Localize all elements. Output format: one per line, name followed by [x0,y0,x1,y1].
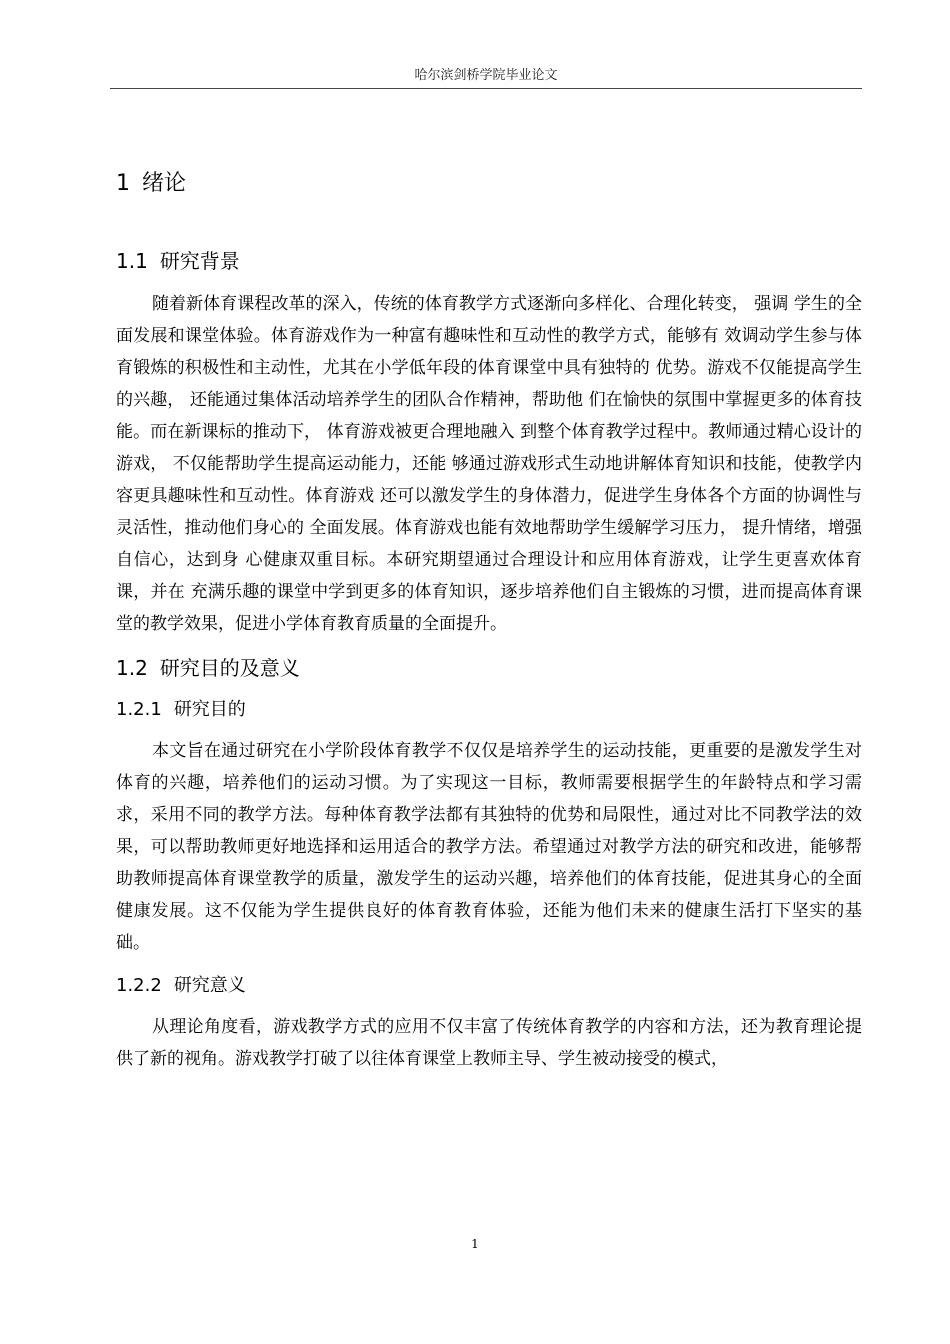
paragraph-research-background: 随着新体育课程改革的深入，传统的体育教学方式逐渐向多样化、合理化转变， 强调 学生的全面发展和课堂体验。体育游戏作为一种富有趣味性和互动性的教学方式，能够有 效调动学生参与体育锻炼的积极性和主动性，尤其在小学低年段的体育课堂中具有独特的 优势。游戏不仅能提高学生的兴趣， 还能通过集体活动培养学生的团队合作精神，帮助他 们在愉快的氛围中掌握更多的体育技能。而在新课标的推动下， 体育游戏被更合理地融入 到整个体育教学过程中。教师通过精心设计的游戏， 不仅能帮助学生提高运动能力，还能 够通过游戏形式生动地讲解体育知识和技能，使教学内容更具趣味性和互动性。体育游戏 还可以激发学生的身体潜力，促进学生身体各个方面的协调性与灵活性，推动他们身心的 全面发展。体育游戏也能有效地帮助学生缓解学习压力， 提升情绪，增强自信心，达到身 心健康双重目标。本研究期望通过合理设计和应用体育游戏，让学生更喜欢体育课，并在 充满乐趣的课堂中学到更多的体育知识，逐步培养他们自主锻炼的习惯，进而提高体育课 堂的教学效果，促进小学体育教育质量的全面提升。 [116,294,862,634]
section-number: 1.1 [116,249,148,273]
subsection-title: 研究意义 [173,975,246,996]
section-number: 1.2 [116,656,148,680]
document-body [116,160,862,1075]
section-title: 研究目的及意义 [159,656,300,680]
chapter-number: 1 [116,171,130,196]
chapter-title: 绪论 [142,171,187,196]
section-heading-1-2 [116,652,862,681]
subsection-heading-1-2-1 [116,695,862,721]
page-number: 1 [471,1237,479,1251]
paragraph-research-purpose: 本文旨在通过研究在小学阶段体育教学不仅仅是培养学生的运动技能，更重要的是激发学生对体育的兴趣，培养他们的运动习惯。为了实现这一目标，教师需要根据学生的年龄特点和学习需求，采用不同的教学方法。每种体育教学法都有其独特的优势和局限性，通过对比不同教学法的效果，可以帮助教师更好地选择和运用适合的教学方法。希望通过对教学方法的研究和改进，能够帮助教师提高体育课堂教学的质量，激发学生的运动兴趣，培养他们的体育技能，促进其身心的全面健康发展。这不仅能为学生提供良好的体育教育体验，还能为他们未来的健康生活打下坚实的基础。 [116,741,862,953]
running-header: 哈尔滨剑桥学院毕业论文 [110,64,862,89]
subsection-title: 研究目的 [173,699,246,720]
paragraph-research-significance: 从理论角度看，游戏教学方式的应用不仅丰富了传统体育教学的内容和方法，还为教育理论提供了新的视角。游戏教学打破了以往体育课堂上教师主导、学生被动接受的模式， [116,1017,862,1069]
section-heading-1-1 [116,245,862,274]
section-title: 研究背景 [159,249,240,273]
subsection-number: 1.2.2 [116,975,162,996]
subsection-heading-1-2-2 [116,971,862,997]
chapter-heading [116,166,862,197]
subsection-number: 1.2.1 [116,699,162,720]
